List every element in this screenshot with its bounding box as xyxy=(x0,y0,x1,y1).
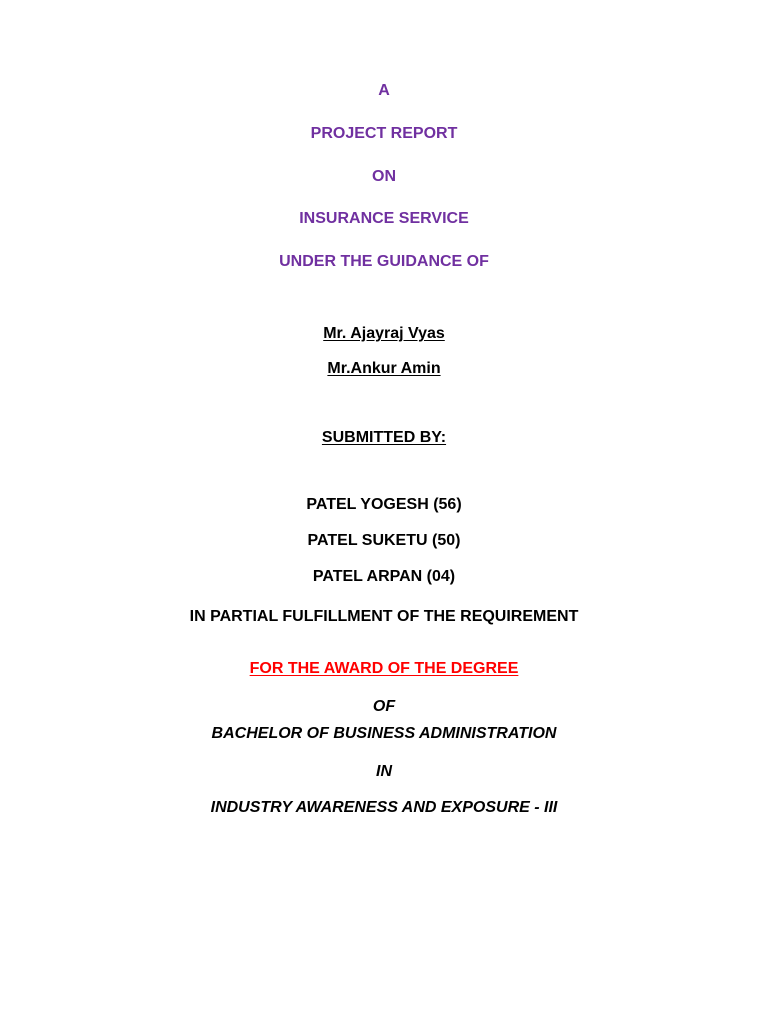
title-line-project-report: PROJECT REPORT xyxy=(310,125,458,142)
student-1: PATEL YOGESH (56) xyxy=(306,496,462,513)
degree-name: BACHELOR OF BUSINESS ADMINISTRATION xyxy=(211,725,557,742)
title-line-topic: INSURANCE SERVICE xyxy=(299,210,469,227)
guide-name-1: Mr. Ajayraj Vyas xyxy=(323,325,445,342)
submitted-by-label: SUBMITTED BY: xyxy=(321,429,447,446)
guide-name-2: Mr.Ankur Amin xyxy=(327,360,441,377)
award-statement: FOR THE AWARD OF THE DEGREE xyxy=(249,660,519,677)
title-line-a: A xyxy=(378,82,390,99)
title-line-guidance: UNDER THE GUIDANCE OF xyxy=(279,253,489,270)
student-3: PATEL ARPAN (04) xyxy=(312,568,456,585)
fulfillment-statement: IN PARTIAL FULFILLMENT OF THE REQUIREMENT xyxy=(189,608,579,625)
subject-name: INDUSTRY AWARENESS AND EXPOSURE - III xyxy=(210,799,558,816)
student-2: PATEL SUKETU (50) xyxy=(307,532,461,549)
of-word: OF xyxy=(372,698,396,715)
in-word: IN xyxy=(376,763,392,780)
title-line-on: ON xyxy=(372,168,396,185)
